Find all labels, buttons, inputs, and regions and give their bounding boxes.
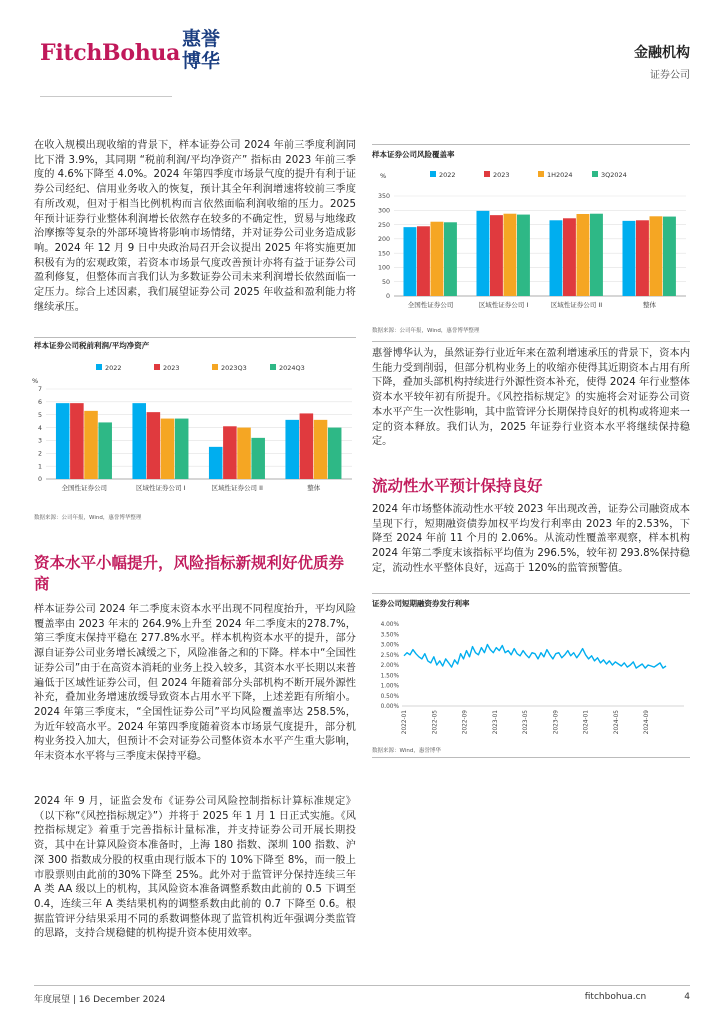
footer-rule: [34, 985, 690, 986]
x-tick-label: 2024-09: [644, 710, 650, 735]
y-tick-label: 2.50%: [380, 652, 399, 659]
y-tick-label: 1.50%: [380, 673, 399, 680]
y-tick-label: 1.00%: [380, 683, 399, 690]
bar: [490, 215, 503, 296]
x-tick-label: 区域性证券公司 I: [136, 484, 186, 492]
y-tick-label: 350: [377, 193, 390, 201]
section-title-liquidity: 流动性水平预计保持良好: [372, 477, 543, 495]
rate-chart-source: 数据来源：Wind，惠誉博华: [372, 748, 441, 754]
right-paragraph-1: 惠誉博华认为，虽然证券行业近年来在盈利增速承压的背景下，资本内生能力受到削弱，但部分机构业务上的收缩亦使得其近期资本占用有所下降，叠加头部机构持续进行外源性资本补充，使得 2024 年行业整体资本水平较年初有所提升。《风控指标规定》的实施将会对证券公司资本水平产生一次性影响，其中监管评分长期保持良好的机构或将迎来一定的资本释放。我们认为，2025 年证券行业资本水平将继续保持稳定。: [372, 348, 690, 448]
y-tick-label: 0.00%: [380, 704, 399, 710]
y-tick-label: 4.00%: [380, 622, 399, 628]
bar: [70, 403, 84, 479]
y-tick-label: 0: [37, 476, 42, 484]
bar: [650, 216, 663, 296]
y-tick-label: 7: [37, 386, 42, 394]
page-number: 4: [684, 992, 690, 1002]
risk-coverage-chart: [372, 166, 690, 316]
y-tick-label: 300: [377, 207, 390, 215]
bar: [590, 214, 603, 296]
y-tick-label: 2: [37, 450, 42, 458]
bar: [431, 222, 444, 296]
x-tick-label: 2023-05: [523, 710, 529, 735]
legend-swatch: [430, 171, 436, 177]
header-title: 金融机构: [634, 45, 690, 61]
logo-text: FitchBohua: [40, 40, 181, 66]
header-rule: [40, 96, 172, 97]
bar: [132, 403, 146, 479]
profit-ratio-chart: [34, 355, 356, 505]
y-tick-label: 100: [377, 264, 390, 272]
legend-label: 2023: [493, 171, 510, 179]
bar: [476, 211, 489, 296]
chart-separator: [372, 757, 690, 758]
x-tick-label: 2023-09: [553, 710, 560, 735]
bar: [285, 420, 299, 479]
bar: [223, 426, 237, 479]
bar: [417, 226, 430, 296]
y-tick-label: 1: [37, 463, 42, 471]
x-tick-label: 2022-05: [432, 710, 439, 735]
logo-chinese-mark: 惠誉博华: [182, 28, 221, 72]
legend-label: 2023Q3: [221, 364, 247, 372]
risk-chart-source: 数据来源：公司年报，Wind，惠誉博华整理: [372, 328, 480, 334]
header-subtitle: 证券公司: [650, 70, 690, 81]
right-paragraph-2: 2024 年市场整体流动性水平较 2023 年出现改善，证券公司融资成本呈现下行，短期融资债券加权平均发行利率由 2023 年的2.53%，下降至 2024 年前 11 个月的 2.06%。从流动性覆盖率观察，样本机构 2024 年第二季度末该指标平均值为 296.5%，较年初 293.8%保持稳定，流动性水平整体良好，远高于 120%的监管预警值。: [372, 504, 690, 574]
rate-line: [404, 645, 666, 669]
y-tick-label: 2.00%: [380, 663, 399, 669]
section-title-capital: 资本水平小幅提升，风险指标新规利好优质券商: [34, 554, 345, 593]
footer-site-link[interactable]: fitchbohua.cn: [584, 992, 647, 1002]
bar: [444, 222, 457, 296]
footer-report-info: 年度展望 | 16 December 2024: [34, 995, 166, 1005]
y-tick-label: 150: [377, 250, 390, 258]
bar: [56, 403, 70, 479]
bar: [98, 422, 112, 479]
y-tick-label: 50: [381, 278, 390, 286]
bar: [517, 215, 530, 296]
legend-swatch: [592, 171, 598, 177]
x-tick-label: 2024-05: [613, 710, 620, 735]
bar: [300, 413, 314, 479]
bar: [251, 438, 265, 479]
risk-chart-title: 样本证券公司风险覆盖率: [372, 150, 455, 159]
y-tick-label: 0.50%: [380, 693, 399, 700]
y-unit-label: %: [380, 172, 387, 180]
bar: [314, 420, 328, 479]
bar: [209, 447, 223, 479]
x-tick-label: 整体: [643, 301, 656, 309]
chart-separator: [372, 144, 690, 145]
x-tick-label: 区域性证券公司 II: [211, 484, 263, 492]
legend-label: 1H2024: [547, 171, 573, 179]
legend-label: 2023: [163, 364, 180, 372]
bar: [328, 428, 342, 479]
bar: [161, 419, 175, 479]
bar: [84, 411, 98, 479]
legend-swatch: [154, 364, 160, 370]
legend-swatch: [484, 171, 490, 177]
x-tick-label: 2022-01: [402, 710, 408, 735]
x-tick-label: 2024-01: [583, 710, 590, 735]
left-paragraph-2: 样本证券公司 2024 年二季度末资本水平出现不同程度抬升，平均风险覆盖率由 2023 年末的 264.9%上升至 2024 年二季度末的278.7%，第三季度末保持平稳在 277.8%水平。样本机构资本水平的提升，部分源自证券公司业务增长减缓之下，风险准备之和的下降。样本中“全国性证券公司”由于在高资本消耗的业务上投入较多，其资本水平长期以来普遍低于区域性证券公司，但 2024 年随着部分头部机构不断开展外源性补充，叠加业务增速放缓导致资本占用水平下降，上述差距有所缩小。2024 年第三季度末，“全国性证券公司”平均风险覆盖率达 258.5%，为近年较高水平。2024 年第四季度随着资本市场景气度提升，部分机构业务投入加大，但预计不会对证券公司整体资本水平产生重大影响，年末资本水平将与三季度末保持平稳。: [34, 604, 356, 763]
bar: [636, 220, 649, 296]
y-tick-label: 4: [37, 424, 42, 432]
left-paragraph-1: 在收入规模出现收缩的背景下，样本证券公司 2024 年前三季度利润同比下滑 3.9%，其同期 “税前利润/平均净资产” 指标由 2023 年前三季度的 4.6%下降至 4.0%。2024 年第四季度市场景气度的提升有利于证券公司经纪、信用业务收入的恢复，预计其全年利润增速将较前三季度有所改观，但对于相当比例机构而言依然面临利润收缩的压力。2025 年预计证券行业整体利润增长依然存在较多的不确定性，贸易与地缘政治摩擦等复杂的外部环境皆将影响市场情绪，并对证券公司业务造成影响。2024 年 12 月 9 日中央政治局召开会议提出 2025 年将实施更加积极有为的宏观政策，若资本市场景气度改善预计亦将有益于证券公司盈利修复，但整体而言我们认为多数证券公司未来利润增长依然面临一定压力。综合上述因素，我们展望证券公司 2025 年收益和盈利能力将继续承压。: [34, 140, 356, 313]
x-tick-label: 全国性证券公司: [407, 301, 454, 309]
short-term-rate-chart: [372, 616, 690, 742]
profit-chart-source: 数据来源：公司年报，Wind，惠誉博华整理: [34, 515, 142, 521]
legend-swatch: [212, 364, 218, 370]
legend-swatch: [538, 171, 544, 177]
y-unit-label: %: [32, 377, 39, 385]
profit-chart-title: 样本证券公司税前利润/平均净资产: [34, 341, 150, 350]
chart-separator: [34, 337, 356, 338]
bar: [549, 220, 562, 296]
legend-label: 2024Q3: [279, 364, 305, 372]
bar: [403, 227, 416, 296]
bar: [504, 214, 517, 296]
legend-label: 2022: [439, 171, 456, 179]
bar: [237, 428, 251, 479]
y-tick-label: 250: [377, 221, 390, 229]
bar: [622, 221, 635, 296]
bar: [147, 412, 161, 479]
fitchbohua-logo: [40, 28, 240, 76]
y-tick-label: 3.50%: [380, 632, 399, 639]
bar: [175, 419, 189, 479]
header-category: [634, 42, 690, 81]
bar: [563, 218, 576, 296]
y-tick-label: 200: [377, 236, 390, 244]
bar: [663, 217, 676, 296]
chart-separator: [372, 341, 690, 342]
legend-label: 3Q2024: [601, 171, 627, 179]
x-tick-label: 区域性证券公司 II: [550, 301, 603, 309]
rate-chart-title: 证券公司短期融资券发行利率: [372, 599, 470, 608]
bar: [577, 214, 590, 296]
y-tick-label: 6: [37, 399, 42, 407]
legend-swatch: [96, 364, 102, 370]
legend-label: 2022: [105, 364, 122, 372]
x-tick-label: 区域性证券公司 I: [478, 301, 529, 309]
x-tick-label: 2023-01: [492, 710, 499, 735]
footer-right: [585, 992, 690, 1002]
y-tick-label: 5: [37, 411, 42, 419]
x-tick-label: 整体: [307, 484, 321, 492]
chart-separator: [372, 593, 690, 594]
y-tick-label: 3.00%: [380, 642, 399, 649]
left-paragraph-3: 2024 年 9 月，证监会发布《证券公司风险控制指标计算标准规定》（以下称“《风控指标规定》”）并将于 2025 年 1 月 1 日正式实施。《风控指标规定》着重于完善指标计量标准，并支持证券公司开展长期投资，其中在计算风险资本准备时，上海 180 指数、深圳 100 指数、沪深 300 指数成分股的权重由现行版本下的 10%下降至 8%，而一般上市股票则由此前的30%下降至 25%。此外对于监管评分保持连续三年 A 类 AA 级以上的机构，其风险资本准备调整系数由此前的 0.5 下调至 0.4，连续三年 A 类结果机构的调整系数由此前的 0.7 下降至 0.6。根据监管评分结果采用不同的系数调整体现了监管机构近年强调分类监管的思路，支持合规稳健的机构提升资本使用效率。: [34, 796, 356, 940]
legend-swatch: [270, 364, 276, 370]
y-tick-label: 0: [385, 293, 390, 301]
x-tick-label: 2022-09: [462, 710, 469, 735]
y-tick-label: 3: [37, 437, 42, 445]
x-tick-label: 全国性证券公司: [61, 484, 107, 492]
